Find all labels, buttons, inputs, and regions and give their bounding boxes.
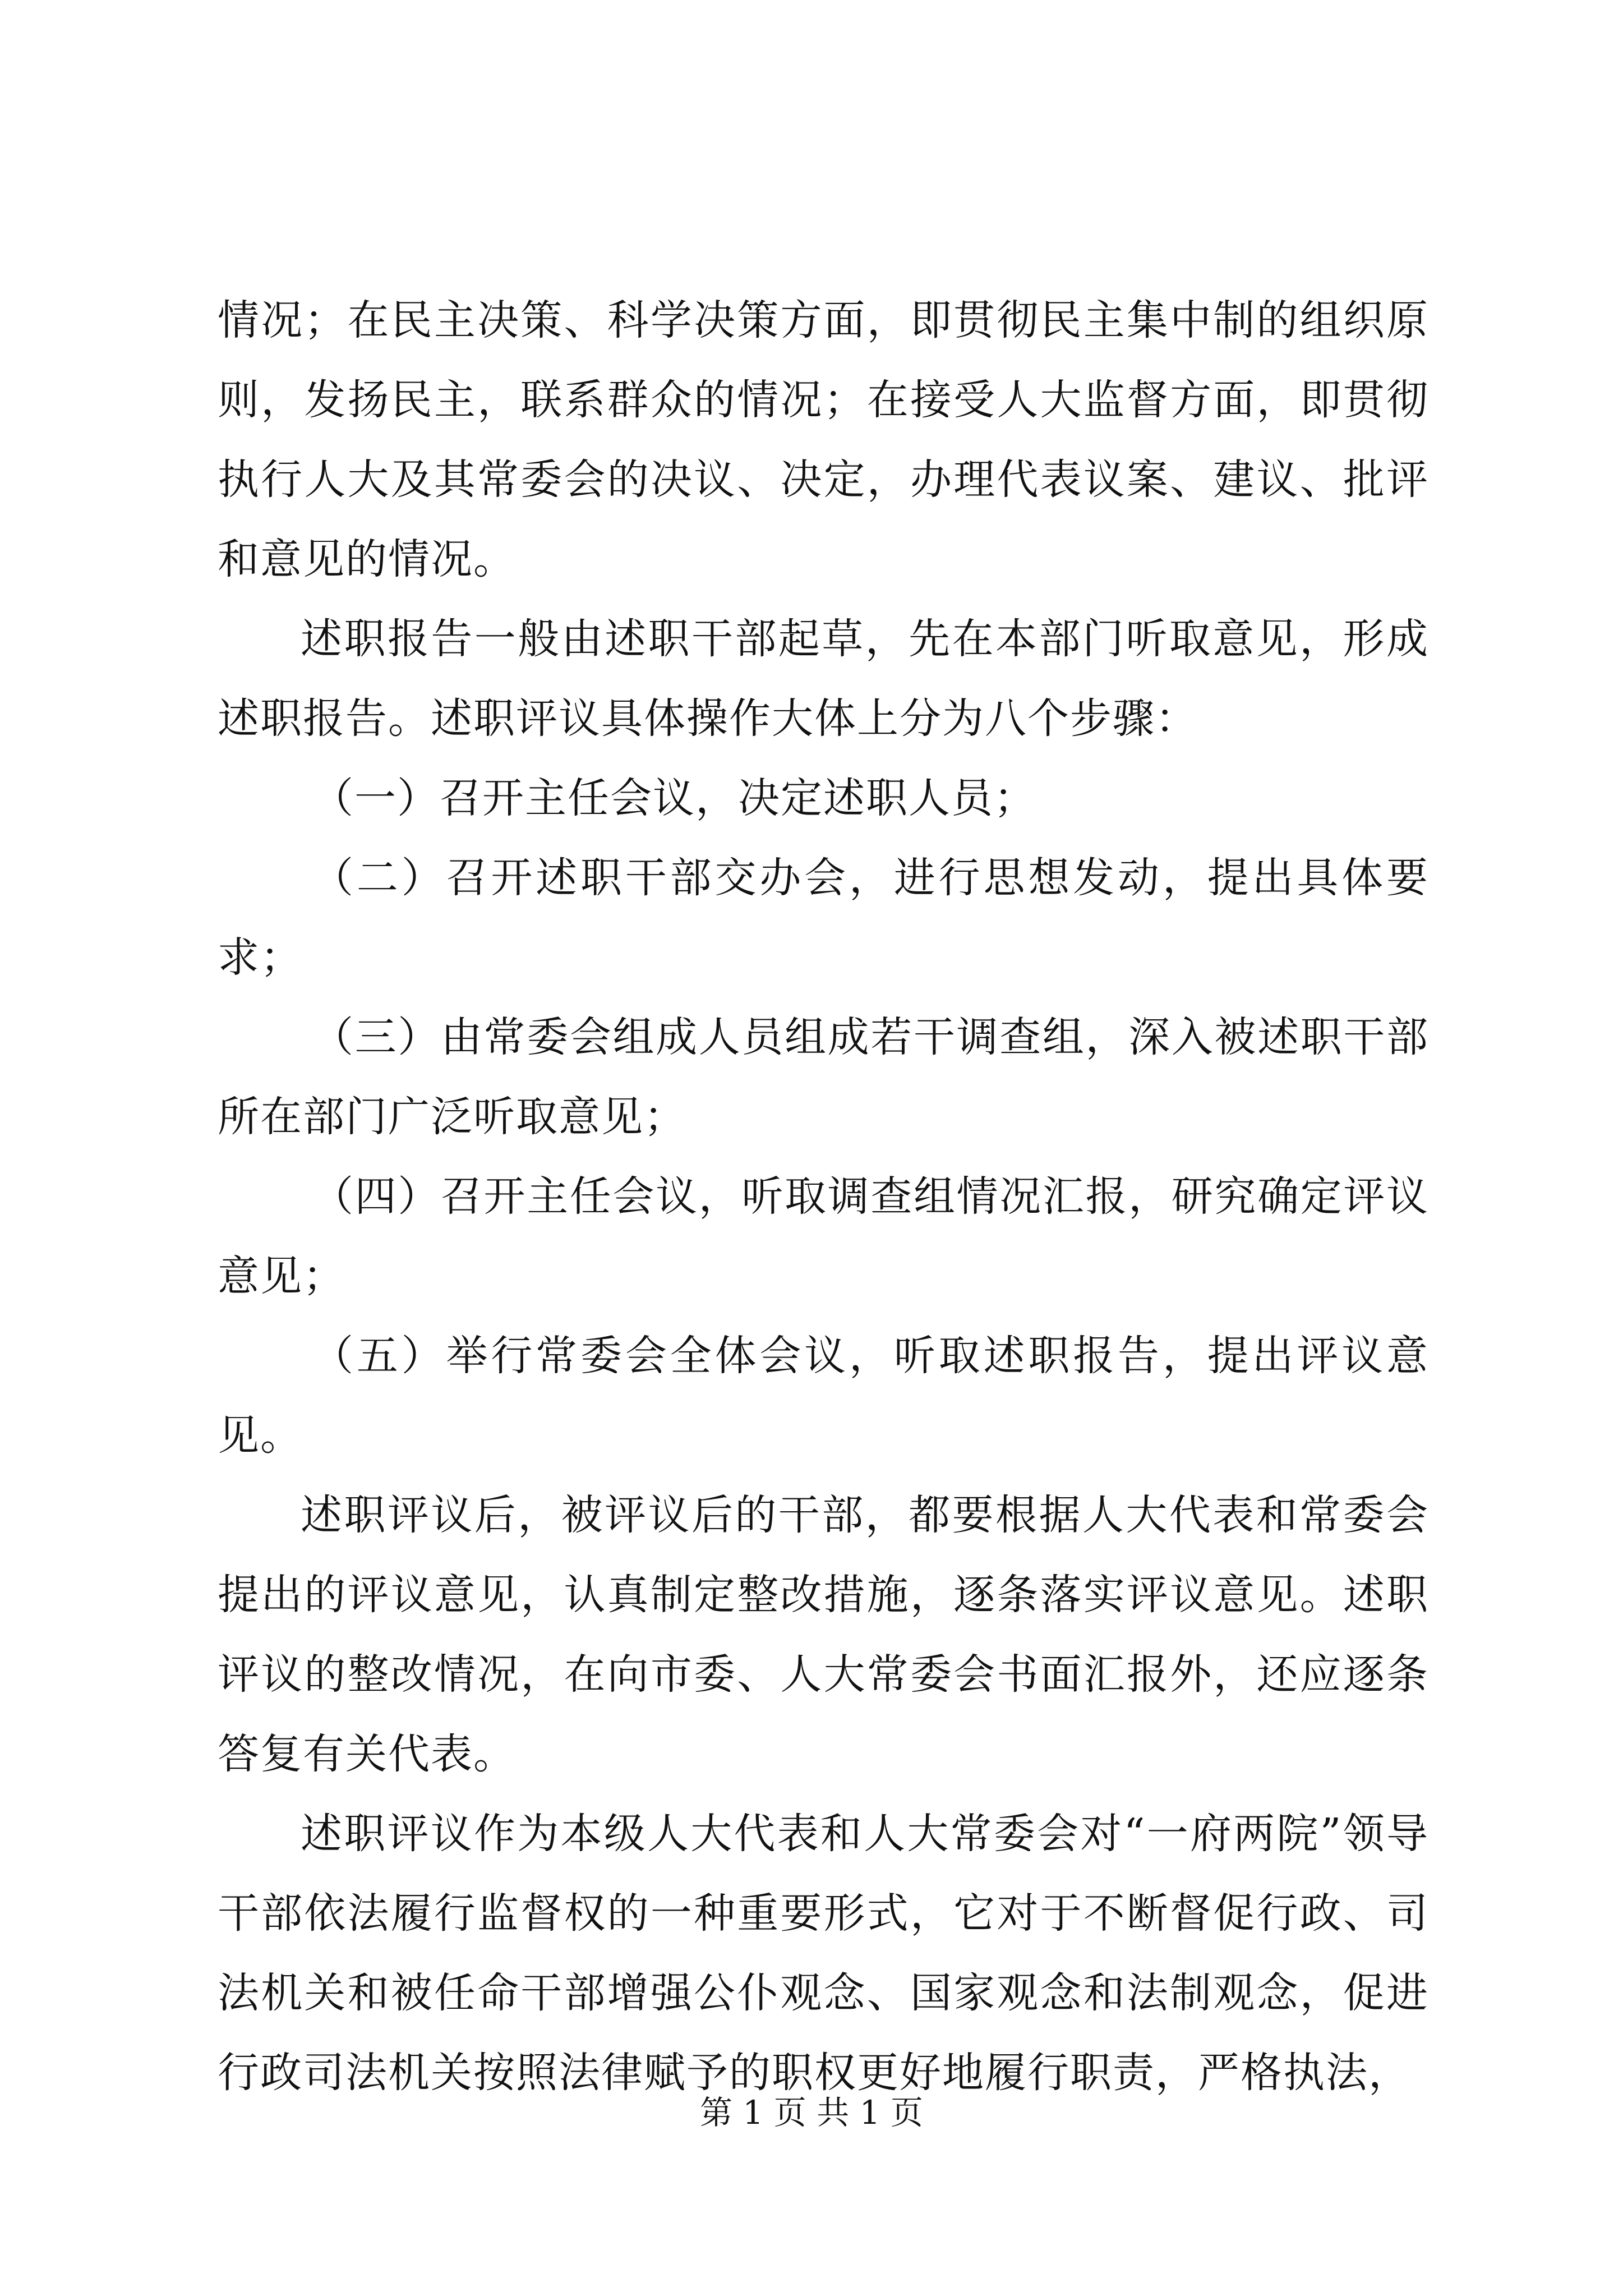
page-footer: 第 1 页 共 1 页 (700, 2093, 923, 2132)
step-item-1: （一）召开主任会议，决定述职人员； (312, 774, 1036, 822)
paragraph-after-review: 述职评议后，被评议后的干部，都要根据人大代表和常委会提出的评议意见，认真制定整改措施，逐条落实评议意见。述职评议的整改情况，在向市委、人大常委会书面汇报外，还应逐条答复有关代表。 (218, 1491, 1429, 1778)
paragraph-significance: 述职评议作为本级人大代表和人大常委会对“一府两院”领导干部依法履行监督权的一种重要形式，它对于不断督促行政、司法机关和被任命干部增强公仆观念、国家观念和法制观念，促进行政司法机关按照法律赋予的职权更好地履行职责，严格执法， (218, 1810, 1429, 2097)
paragraph-report-drafting: 述职报告一般由述职干部起草，先在本部门听取意见，形成述职报告。述职评议具体操作大体上分为八个步骤： (218, 615, 1429, 743)
document-body (218, 280, 1429, 2113)
step-item-4: （四）召开主任会议，听取调查组情况汇报，研究确定评议意见； (218, 1172, 1429, 1300)
step-item-2: （二）召开述职干部交办会，进行思想发动，提出具体要求； (218, 854, 1429, 982)
step-item-5: （五）举行常委会全体会议，听取述职报告，提出评议意见。 (218, 1332, 1429, 1460)
step-item-3: （三）由常委会组成人员组成若干调查组，深入被述职干部所在部门广泛听取意见； (218, 1013, 1429, 1141)
paragraph-continuation: 情况；在民主决策、科学决策方面，即贯彻民主集中制的组织原则，发扬民主，联系群众的情况；在接受人大监督方面，即贯彻执行人大及其常委会的决议、决定，办理代表议案、建议、批评和意见的情况。 (218, 296, 1429, 583)
